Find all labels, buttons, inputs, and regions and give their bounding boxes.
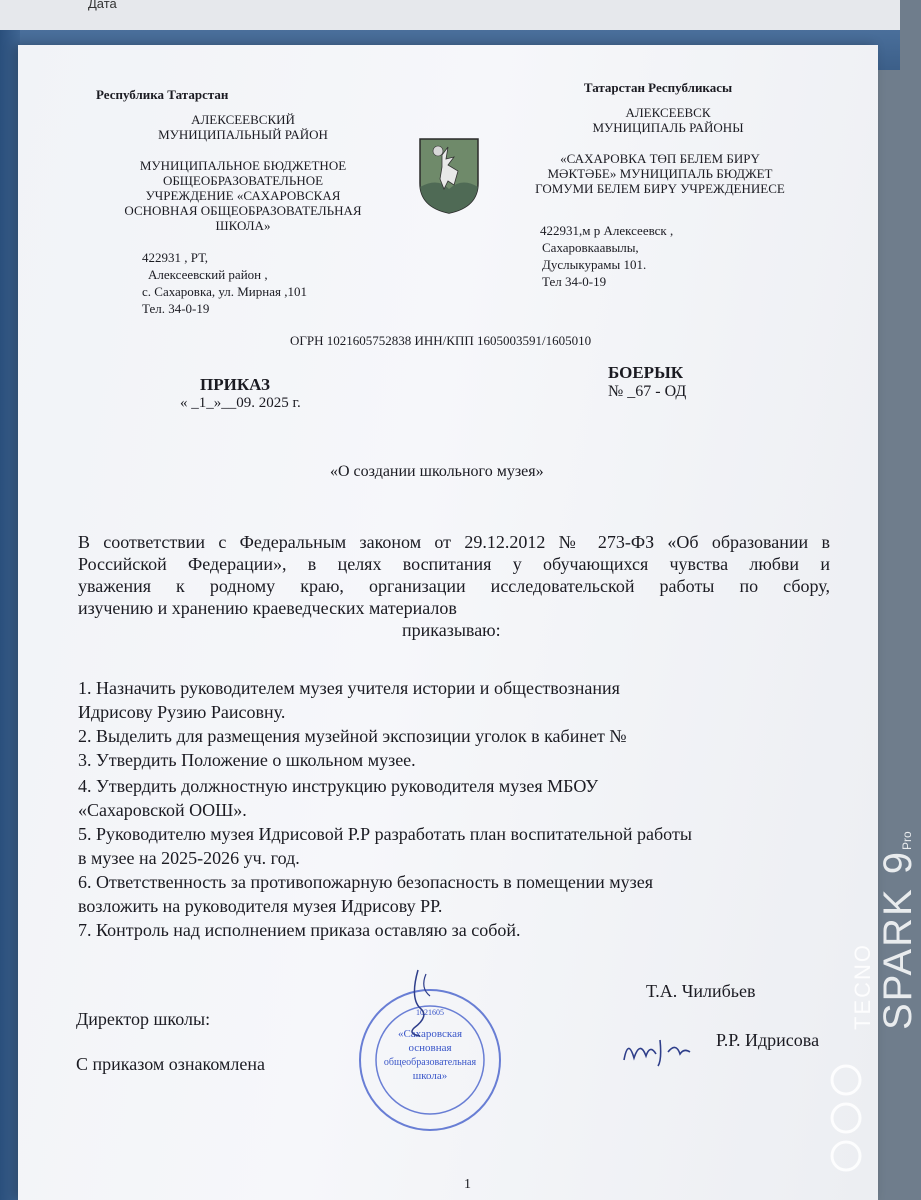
binder-edge [0, 30, 20, 1200]
school-ru-4: ОСНОВНАЯ ОБЩЕОБРАЗОВАТЕЛЬНАЯ [124, 203, 362, 218]
phone-tt: Тел 34-0-19 [542, 274, 607, 289]
order-item: 3. Утвердить Положение о школьном музее. [78, 750, 416, 770]
ogrn-line: ОГРН 1021605752838 ИНН/КПП 1605003591/1605010 [290, 333, 592, 348]
order-item: «Сахаровской ООШ». [78, 800, 247, 820]
preamble-line: уважения к родному краю, организации исследовательской работы по сбору, [78, 576, 830, 596]
preamble-line: Российской Федерации», в целях воспитания у обучающихся чувства любви и [78, 554, 830, 574]
order-number: № _67 - ОД [608, 383, 687, 400]
district-ru-1: АЛЕКСЕЕВСКИЙ [191, 112, 295, 127]
page-number: 1 [464, 1177, 471, 1192]
idrisova-signature-icon [620, 1030, 700, 1070]
school-ru-2: ОБЩЕОБРАЗОВАТЕЛЬНОЕ [162, 173, 324, 188]
district-tt-2: МУНИЦИПАЛЬ РАЙОНЫ [592, 120, 744, 135]
stamp-line: общеобразовательная [383, 1057, 477, 1068]
school-tt-1: «САХАРОВКА ТӨП БЕЛЕМ БИРҮ [560, 151, 760, 166]
director-name: Т.А. Чилибьев [646, 981, 756, 1001]
school-ru-5: ШКОЛА» [215, 218, 271, 233]
director-signature-icon [390, 968, 450, 1038]
address-ru-2: Алексеевский район , [148, 267, 268, 282]
camera-lens-icon [826, 1060, 866, 1180]
order-item: Идрисову Рузию Раисовну. [78, 702, 286, 722]
coat-of-arms-icon [418, 137, 480, 215]
school-ru-1: МУНИЦИПАЛЬНОЕ БЮДЖЕТНОЕ [139, 158, 347, 173]
acknowledged-name: Р.Р. Идрисова [716, 1030, 820, 1050]
republic-tt: Татарстан Республикасы [583, 80, 733, 95]
date-label: Дата [88, 0, 117, 11]
order-title-tt: БОЕРЫК [608, 363, 684, 382]
command-word: приказываю: [402, 620, 501, 640]
stamp-ogrn: 1021605 [416, 1008, 444, 1017]
order-item: 5. Руководителю музея Идрисовой Р.Р разработать план воспитательной работы [78, 824, 692, 844]
district-tt-1: АЛЕКСЕЕВСК [625, 105, 711, 120]
phone-ru: Тел. 34-0-19 [142, 301, 210, 316]
watermark-model: SPARK 9 [876, 850, 920, 1030]
order-item: 4. Утвердить должностную инструкцию руководителя музея МБОУ [78, 776, 599, 796]
order-date: « _1_»__09. 2025 г. [180, 395, 301, 411]
preamble-line: изучению и хранению краеведческих материалов [78, 598, 457, 618]
school-tt-2: МӘКТӘБЕ» МУНИЦИПАЛЬ БЮДЖЕТ [547, 166, 773, 181]
address-tt-3: Дуслыкурамы 101. [542, 257, 647, 272]
order-item: 1. Назначить руководителем музея учителя истории и обществознания [78, 678, 620, 698]
order-subject: «О создании школьного музея» [330, 463, 544, 480]
director-label: Директор школы: [76, 1009, 211, 1029]
camera-watermark [850, 831, 921, 1030]
order-title-ru: ПРИКАЗ [200, 375, 270, 394]
acknowledgement-label: С приказом ознакомлена [76, 1054, 265, 1074]
watermark-suffix: Pro [900, 831, 914, 850]
stamp-line: школа» [412, 1070, 448, 1082]
watermark-brand: TECNO [850, 943, 875, 1030]
order-item: в музее на 2025-2026 уч. год. [78, 848, 300, 868]
school-tt-3: ГОМУМИ БЕЛЕМ БИРҮ УЧРЕЖДЕНИЕСЕ [535, 181, 785, 196]
school-ru-3: УЧРЕЖДЕНИЕ «САХАРОВСКАЯ [145, 188, 341, 203]
district-ru-2: МУНИЦИПАЛЬНЫЙ РАЙОН [158, 127, 328, 142]
address-tt-1: 422931,м р Алексеевск , [540, 223, 674, 238]
address-ru-3: с. Сахаровка, ул. Мирная ,101 [142, 284, 307, 299]
address-ru-1: 422931 , РТ, [142, 250, 209, 265]
order-item: 6. Ответственность за противопожарную безопасность в помещении музея [78, 872, 653, 892]
order-item: возложить на руководителя музея Идрисову РР. [78, 896, 443, 916]
address-tt-2: Сахаровкаавылы, [542, 240, 639, 255]
preamble-line: В соответствии с Федеральным законом от 29.12.2012 № 273-ФЗ «Об образовании в [78, 532, 830, 552]
stamp-line: «Сахаровская [397, 1028, 463, 1040]
republic-ru: Республика Татарстан [96, 87, 229, 102]
order-item: 7. Контроль над исполнением приказа оставляю за собой. [78, 920, 521, 940]
stamp-line: основная [408, 1042, 452, 1054]
order-item: 2. Выделить для размещения музейной экспозиции уголок в кабинет № [78, 726, 627, 746]
